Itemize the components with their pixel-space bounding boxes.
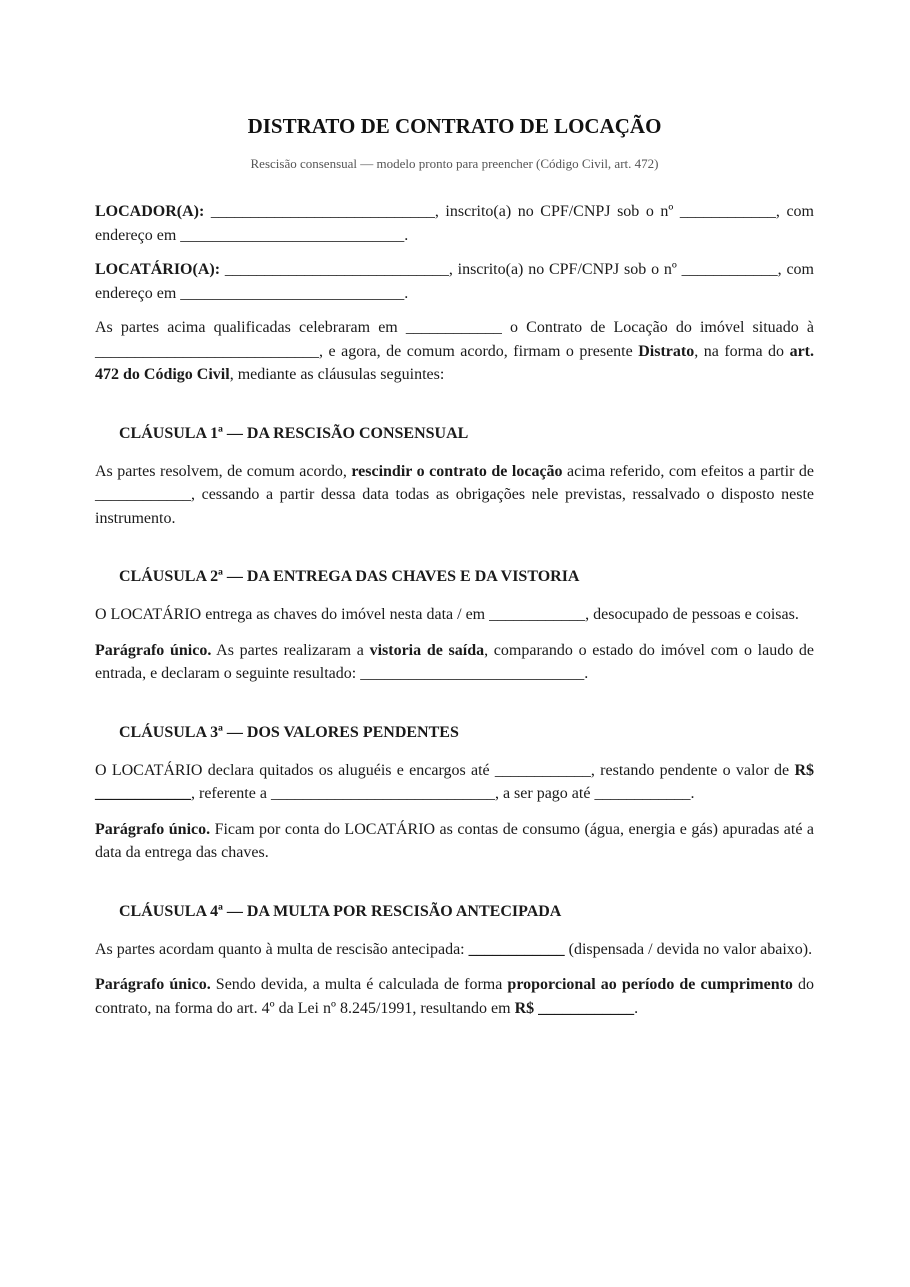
- locador-paragraph: [95, 200, 814, 247]
- intro-text-3: , mediante as cláusulas seguintes:: [229, 366, 445, 383]
- clause-2-para-label: Parágrafo único.: [95, 641, 212, 659]
- clause-4-para-text-2: do contrato, na forma do art. 4º da Lei nº 8.245/1991, resultando em: [95, 976, 814, 1017]
- clause-4-para-label: Parágrafo único.: [95, 976, 211, 993]
- locador-label: LOCADOR(A):: [95, 203, 205, 220]
- clause-4-bold-blank: ____________: [468, 940, 565, 958]
- clause-1-text-2: acima referido, com efeitos a partir de ____________, cessando a partir dessa data todas as obrigações nele previstas, ressalvado o disposto neste instrumento.: [95, 462, 815, 527]
- clause-3-para-text: Ficam por conta do LOCATÁRIO as contas de consumo (água, energia e gás) apuradas até a data da entrega das chaves.: [95, 820, 814, 861]
- locatario-label: LOCATÁRIO(A):: [95, 261, 221, 278]
- document-title: DISTRATO DE CONTRATO DE LOCAÇÃO: [247, 114, 662, 138]
- clause-3-paragraph: [95, 818, 814, 865]
- locatario-text: ____________________________, inscrito(a) no CPF/CNPJ sob o nº ____________, com endereço em ____________________________.: [95, 261, 814, 302]
- clause-4-para-text-3: .: [634, 999, 639, 1017]
- intro-bold-article: art. 472 do Código Civil: [95, 342, 814, 383]
- intro-text-2: , na forma do: [694, 342, 790, 360]
- intro-paragraph: [95, 316, 814, 387]
- clause-3-text-1: O LOCATÁRIO declara quitados os aluguéis e encargos até ____________, restando pendente o valor de: [95, 761, 795, 779]
- document-page: [95, 112, 814, 1020]
- clause-2-para-bold: vistoria de saída: [369, 641, 485, 659]
- clause-2-heading: CLÁUSULA 2ª — DA ENTREGA DAS CHAVES E DA VISTORIA: [119, 568, 580, 585]
- clause-4-para-bold-1: proporcional ao período de cumprimento: [507, 976, 793, 993]
- clause-3-body: [95, 759, 814, 806]
- clause-2-paragraph: [95, 639, 814, 686]
- intro-bold-distrato: Distrato: [638, 342, 695, 360]
- locatario-paragraph: [95, 258, 814, 305]
- locador-text: ____________________________, inscrito(a) no CPF/CNPJ sob o nº ____________, com endereço em ____________________________.: [95, 203, 814, 244]
- document-subtitle: Rescisão consensual — modelo pronto para preencher (Código Civil, art. 472): [250, 156, 659, 171]
- clause-4-body: [95, 938, 814, 962]
- clause-3-text-2: , referente a ____________________________, a ser pago até ____________.: [191, 785, 695, 802]
- clause-4-heading: CLÁUSULA 4ª — DA MULTA POR RESCISÃO ANTECIPADA: [119, 902, 562, 920]
- clause-2-body: O LOCATÁRIO entrega as chaves do imóvel nesta data / em ____________, desocupado de pessoas e coisas.: [95, 606, 799, 623]
- clause-4-text-1: As partes acordam quanto à multa de rescisão antecipada:: [95, 940, 469, 958]
- clause-1-body: [95, 460, 814, 531]
- clause-4-paragraph: [95, 973, 814, 1020]
- clause-4-para-text-1: Sendo devida, a multa é calculada de forma: [210, 976, 508, 993]
- clause-4-text-2: (dispensada / devida no valor abaixo).: [564, 940, 813, 958]
- clause-3-bold-amount: R$ ____________: [95, 761, 814, 802]
- clause-2-para-text-1: As partes realizaram a: [211, 641, 370, 659]
- intro-text-1: As partes acima qualificadas celebraram em ____________ o Contrato de Locação do imóvel situado à ____________________________, e agora, de comum acordo, firmam o presente: [95, 319, 814, 360]
- clause-2-para-text-2: , comparando o estado do imóvel com o laudo de entrada, e declaram o seguinte resultado: ____________________________.: [95, 641, 815, 682]
- clause-3-para-label: Parágrafo único.: [95, 820, 211, 838]
- clause-3-heading: CLÁUSULA 3ª — DOS VALORES PENDENTES: [119, 723, 459, 741]
- clause-1-heading: CLÁUSULA 1ª — DA RESCISÃO CONSENSUAL: [119, 424, 469, 442]
- clause-4-para-bold-amount: R$ ____________: [514, 999, 635, 1017]
- clause-1-text-1: As partes resolvem, de comum acordo,: [95, 462, 352, 480]
- clause-1-bold: rescindir o contrato de locação: [351, 462, 563, 480]
